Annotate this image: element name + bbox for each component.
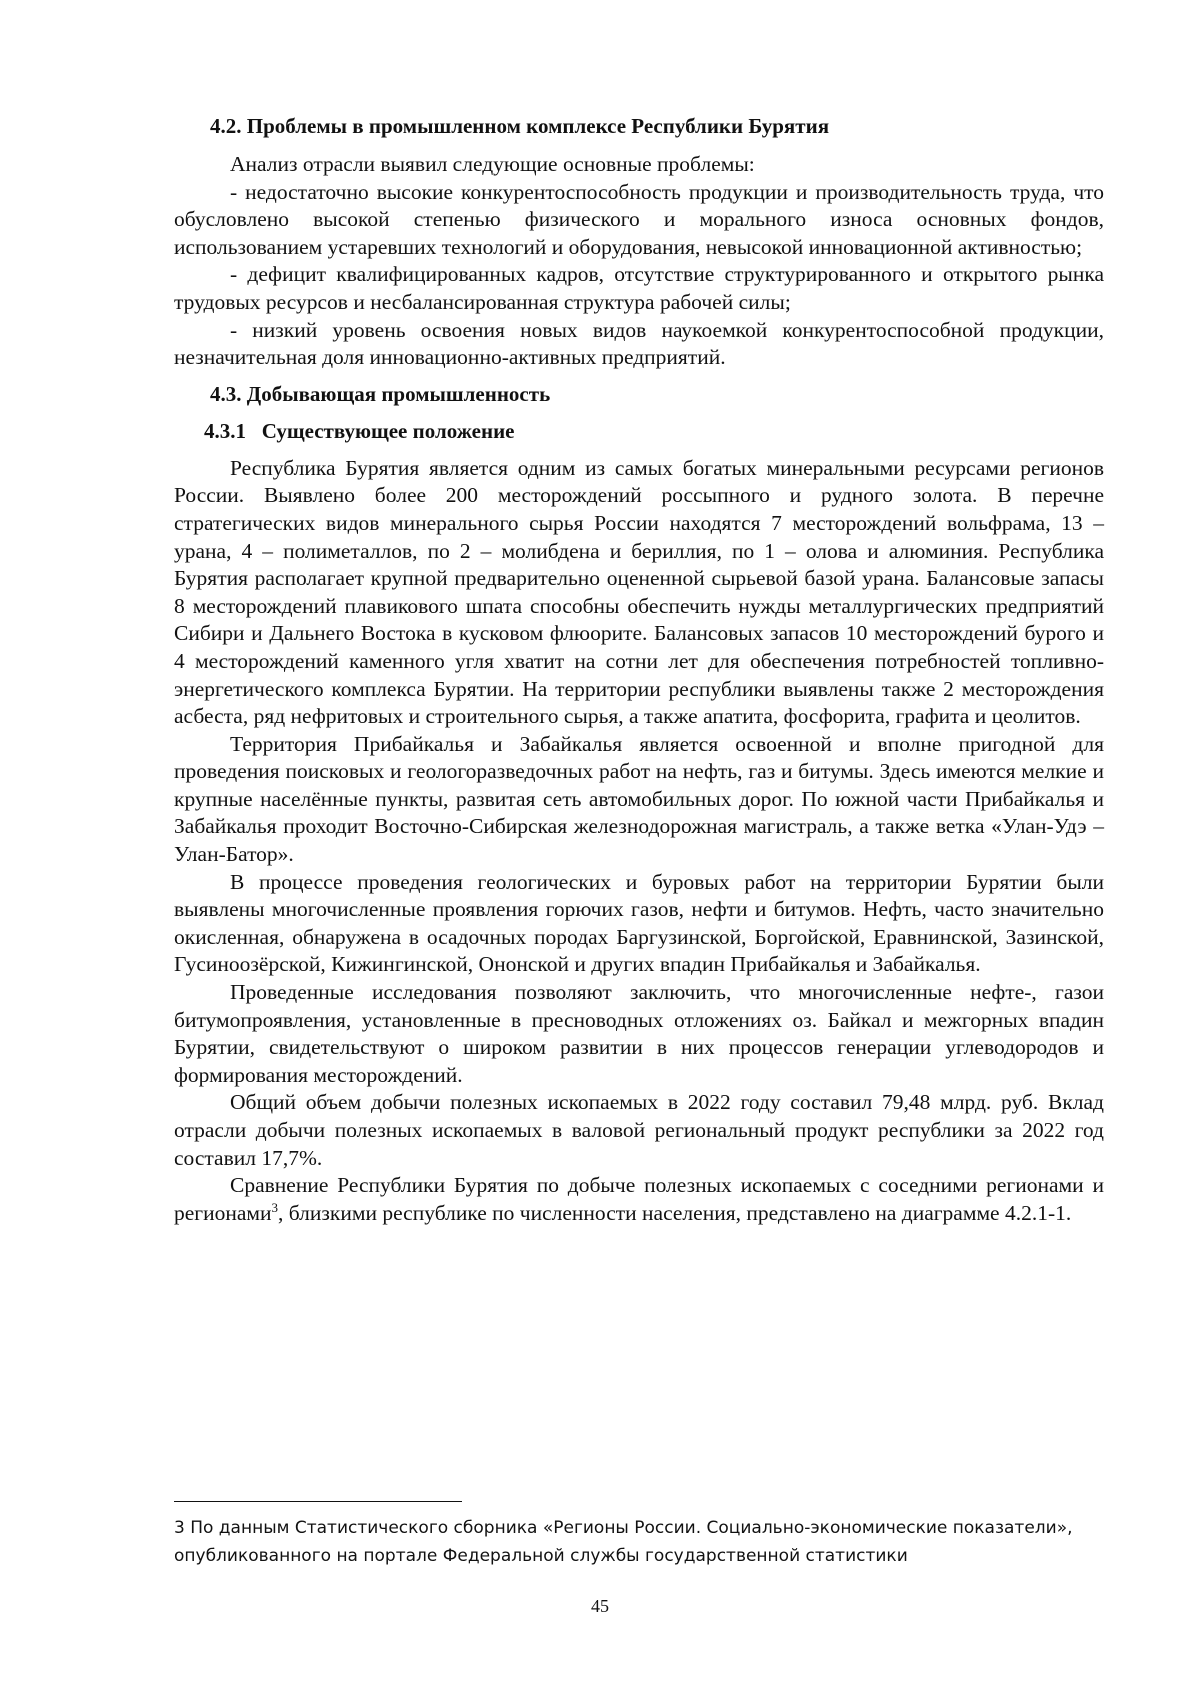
footnote-reference[interactable]: 3 bbox=[271, 1199, 279, 1215]
paragraph-text: , близкими республике по численности населения, представлено на диаграмме 4.2.1-1. bbox=[278, 1200, 1072, 1225]
paragraph: Проведенные исследования позволяют заключить, что многочисленные нефте-, газои битумопроявления, установленные в пресноводных отложениях оз. Байкал и межгорных впадин Бурятии, свидетельствуют о широком развитии в них процессов генерации углеводородов и формирования месторождений. bbox=[174, 980, 1104, 1087]
page-content bbox=[174, 112, 1104, 1227]
heading-4-3: 4.3. Добывающая промышленность bbox=[210, 381, 551, 406]
page-number: 45 bbox=[591, 1596, 609, 1616]
footnote-text: 3 По данным Статистического сборника «Регионы России. Социально-экономические показатели», опубликованного на портале Федеральной службы государственной статистики bbox=[174, 1518, 1073, 1566]
paragraph: Территория Прибайкалья и Забайкалья является освоенной и вполне пригодной для проведения поисковых и геологоразведочных работ на нефть, газ и битумы. Здесь имеются мелкие и крупные населённые пункты, развитая сеть автомобильных дорог. По южной части Прибайкалья и Забайкалья проходит Восточно-Сибирская железнодорожная магистраль, а также ветка «Улан-Удэ – Улан-Батор». bbox=[174, 731, 1104, 867]
paragraph: - недостаточно высокие конкурентоспособность продукции и производительность труда, что обусловлено высокой степенью физического и морального износа основных фондов, использованием устаревших технологий и оборудования, невысокой инновационной активностью; bbox=[174, 179, 1104, 259]
footnote-separator bbox=[174, 1501, 462, 1502]
paragraph: - низкий уровень освоения новых видов наукоемкой конкурентоспособной продукции, незначительная доля инновационно-активных предприятий. bbox=[174, 317, 1104, 370]
heading-4-2: 4.2. Проблемы в промышленном комплексе Республики Бурятия bbox=[210, 114, 830, 138]
paragraph: Анализ отрасли выявил следующие основные проблемы: bbox=[230, 152, 755, 176]
paragraph: Республика Бурятия является одним из самых богатых минеральными ресурсами регионов России. Выявлено более 200 месторождений россыпного и рудного золота. В перечне стратегических видов минерального сырья России находятся 7 месторождений вольфрама, 13 – урана, 4 – полиметаллов, по 2 – молибдена и бериллия, по 1 – олова и алюминия. Республика Бурятия располагает крупной предварительно оцененной сырьевой базой урана. Балансовые запасы 8 месторождений плавикового шпата способны обеспечить нужды металлургических предприятий Сибири и Дальнего Востока в кусковом флюорите. Балансовых запасов 10 месторождений бурого и 4 месторождений каменного угля хватит на сотни лет для обеспечения потребностей топливно-энергетического комплекса Бурятии. На территории республики выявлены также 2 месторождения асбеста, ряд нефритовых и строительного сырья, а также апатита, фосфорита, графита и цеолитов. bbox=[174, 455, 1104, 729]
paragraph-text: Сравнение Республики Бурятия по добыче полезных ископаемых с соседними регионами и регионами bbox=[174, 1173, 1104, 1225]
heading-4-3-1: 4.3.1 Существующее положение bbox=[204, 418, 515, 443]
paragraph: В процессе проведения геологических и буровых работ на территории Бурятии были выявлены многочисленные проявления горючих газов, нефти и битумов. Нефть, часто значительно окисленная, обнаружена в осадочных породах Баргузинской, Боргойской, Еравнинской, Зазинской, Гусиноозёрской, Кижингинской, Ононской и других впадин Прибайкалья и Забайкалья. bbox=[174, 869, 1104, 977]
paragraph: Общий объем добычи полезных ископаемых в 2022 году составил 79,48 млрд. руб. Вклад отрасли добычи полезных ископаемых в валовой региональный продукт республики за 2022 год составил 17,7%. bbox=[174, 1090, 1104, 1170]
paragraph-with-footnote-ref bbox=[174, 1172, 1104, 1227]
paragraph: - дефицит квалифицированных кадров, отсутствие структурированного и открытого рынка трудовых ресурсов и несбалансированная структура рабочей силы; bbox=[174, 262, 1104, 314]
